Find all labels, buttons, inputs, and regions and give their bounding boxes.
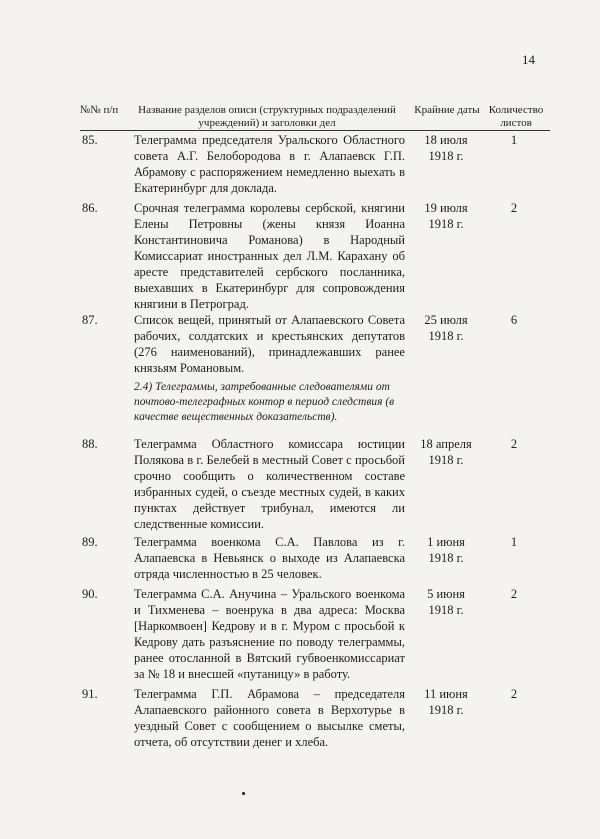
paper-mark <box>242 792 245 795</box>
row-description: Телеграмма Областного комиссара юстиции Полякова в г. Белебей в местный Совет с просьбой срочно сообщить о количественном составе избранных судей, о съезде местных судей, в каких пунктах действует трибунал, имеются ли следственные комиссии. <box>134 437 405 531</box>
row-dates: 11 июня 1918 г. <box>424 687 468 717</box>
header-count: Количество листов <box>488 104 544 129</box>
row-dates: 19 июля 1918 г. <box>424 201 468 231</box>
row-dates: 1 июня 1918 г. <box>427 535 465 565</box>
row-count: 2 <box>510 687 518 701</box>
page-number: 14 <box>522 52 535 67</box>
row-description: Список вещей, принятый от Алапаевского Совета рабочих, солдатских и крестьянских депутатов (276 наименований), принадлежавших ранее князьям Романовым. <box>134 313 405 375</box>
header-divider <box>80 130 550 131</box>
row-num: 90. <box>82 587 98 601</box>
row-dates: 25 июля 1918 г. <box>424 313 468 343</box>
row-description: Телеграмма военкома С.А. Павлова из г. Алапаевска в Невьянск о выходе из Алапаевска отряда численностью в 25 человек. <box>134 535 405 581</box>
header-dates: Крайние даты <box>414 104 480 116</box>
row-num: 88. <box>82 437 98 451</box>
row-count: 2 <box>510 201 518 215</box>
row-num: 86. <box>82 201 98 215</box>
row-num: 87. <box>82 313 98 327</box>
row-num: 91. <box>82 687 98 701</box>
row-count: 2 <box>510 587 518 601</box>
row-description: Телеграмма председателя Уральского Областного совета А.Г. Белобородова в г. Алапаевск Г.П. Абрамову с распоряжением немедленно выехать в Екатеринбург для доклада. <box>134 133 405 195</box>
row-count: 1 <box>510 535 518 549</box>
section-heading: 2.4) Телеграммы, затребованные следователями от почтово-телеграфных контор в период следствия (в качестве вещественных доказательств). <box>134 381 395 423</box>
row-num: 89. <box>82 535 98 549</box>
row-count: 6 <box>510 313 518 327</box>
header-name: Название разделов описи (структурных подразделений учреждений) и заголовки дел <box>138 104 396 129</box>
row-dates: 18 апреля 1918 г. <box>420 437 472 467</box>
row-description: Телеграмма С.А. Анучина – Уральского военкома и Тихменева – военрука в два адреса: Москва [Наркомвоен] Кедрову и в г. Муром с просьбой к Кедрову дать разъяснение по поводу телеграммы, ранее отосланной в Вятский губвоенкомиссариат за № 18 и внесшей «путаницу» в работу. <box>134 587 405 681</box>
row-description: Срочная телеграмма королевы сербской, княгини Елены Петровны (жены князя Иоанна Константиновича Романова) в Народный Комиссариат иностранных дел Л.М. Карахану об аресте представителей сербского посланника, выехавших в Екатеринбург для сопровождения княгини в Петроград. <box>134 201 405 311</box>
row-count: 2 <box>510 437 518 451</box>
row-count: 1 <box>510 133 518 147</box>
row-num: 85. <box>82 133 98 147</box>
header-num: №№ п/п <box>79 104 119 116</box>
row-description: Телеграмма Г.П. Абрамова – председателя Алапаевского районного совета в Верхотурье в уездный Совет с сообщением о высылке сметы, отчета, об отсутствии денег и хлеба. <box>134 687 405 749</box>
row-dates: 5 июня 1918 г. <box>427 587 465 617</box>
row-dates: 18 июля 1918 г. <box>424 133 468 163</box>
